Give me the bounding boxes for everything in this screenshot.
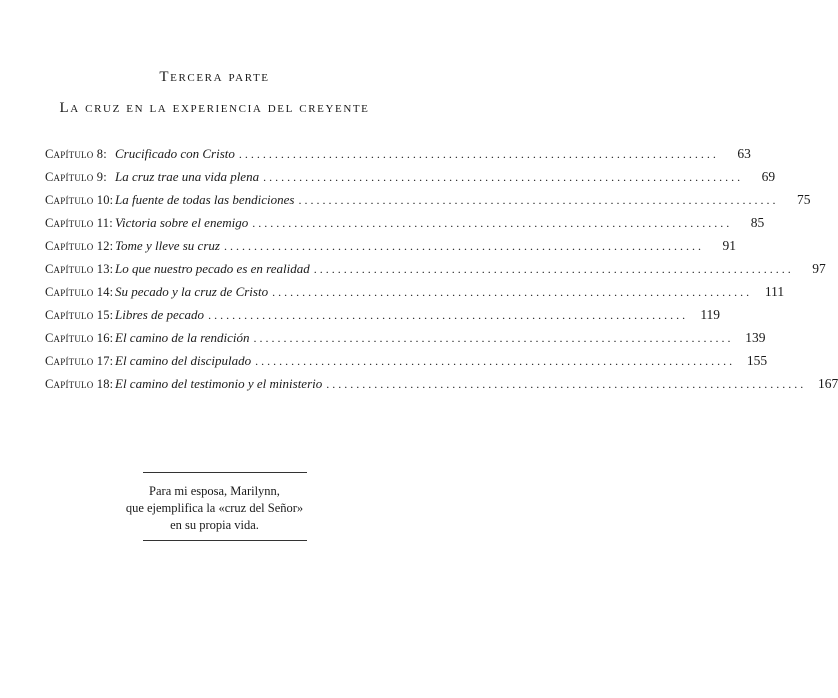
dot-leader: ................................................................................ (298, 193, 779, 207)
toc-entry (45, 353, 768, 376)
toc-entry (45, 169, 776, 192)
chapter-label: Capítulo 9: (45, 170, 107, 184)
chapter-title: La cruz trae una vida plena (115, 169, 260, 184)
dot-leader: ................................................................................ (238, 147, 719, 161)
toc-entry (45, 215, 765, 238)
page-number: 69 (761, 169, 776, 184)
chapter-label: Capítulo 16: (45, 331, 114, 345)
chapter-label: Capítulo 18: (45, 377, 114, 391)
toc-entry (45, 146, 751, 169)
page-number: 85 (750, 215, 765, 230)
dot-leader: ................................................................................ (223, 239, 704, 253)
chapter-title: El camino del testimonio y el ministerio (115, 376, 323, 391)
toc-entry (45, 376, 838, 399)
chapter-title: Victoria sobre el enemigo (115, 215, 249, 230)
chapter-title: Su pecado y la cruz de Cristo (115, 284, 269, 299)
page-number: 97 (812, 261, 826, 276)
table-of-contents (45, 146, 838, 399)
chapter-label: Capítulo 15: (45, 308, 114, 322)
chapter-title: Tome y lleve su cruz (115, 238, 220, 253)
dedication-rule-top (143, 472, 307, 473)
dot-leader: ................................................................................ (313, 262, 794, 276)
dedication (0, 483, 429, 534)
toc-entry (45, 192, 811, 215)
page-number: 111 (764, 284, 785, 299)
chapter-label: Capítulo 14: (45, 285, 114, 299)
dedication-line: en su propia vida. (170, 518, 259, 532)
dot-leader: ................................................................................ (208, 308, 689, 322)
chapter-title: Libres de pecado (115, 307, 205, 322)
section-title: La cruz en la experiencia del creyente (59, 100, 370, 116)
page-number: 155 (746, 353, 768, 368)
chapter-title: Lo que nuestro pecado es en realidad (115, 261, 310, 276)
dedication-rule-bottom (143, 540, 307, 541)
chapter-label: Capítulo 8: (45, 147, 107, 161)
dot-leader: ................................................................................ (252, 216, 733, 230)
chapter-label: Capítulo 12: (45, 239, 114, 253)
chapter-title: Crucificado con Cristo (115, 146, 235, 161)
dot-leader: ................................................................................ (272, 285, 753, 299)
chapter-label: Capítulo 11: (45, 216, 113, 230)
toc-entry (45, 284, 785, 307)
dot-leader: ................................................................................ (253, 331, 734, 345)
page-number: 167 (818, 376, 838, 391)
dedication-line: Para mi esposa, Marilynn, (149, 484, 280, 498)
chapter-label: Capítulo 10: (45, 193, 114, 207)
chapter-label: Capítulo 13: (45, 262, 114, 276)
dot-leader: ................................................................................ (255, 354, 736, 368)
page-number: 91 (722, 238, 736, 253)
part-title: Tercera parte (159, 69, 270, 85)
toc-entry (45, 307, 721, 330)
chapter-title: La fuente de todas las bendiciones (115, 192, 295, 207)
toc-entry (45, 238, 736, 261)
chapter-label: Capítulo 17: (45, 354, 114, 368)
dot-leader: ................................................................................ (326, 377, 807, 391)
chapter-title: El camino de la rendición (115, 330, 250, 345)
page-number: 63 (737, 146, 751, 161)
dedication-line: que ejemplifica la «cruz del Señor» (125, 501, 304, 515)
toc-entry (45, 330, 766, 353)
page-number: 75 (796, 192, 811, 207)
chapter-title: El camino del discipulado (115, 353, 252, 368)
page-number: 119 (700, 307, 721, 322)
toc-entry (45, 261, 826, 284)
page-number: 139 (745, 330, 766, 345)
dot-leader: ................................................................................ (263, 170, 744, 184)
